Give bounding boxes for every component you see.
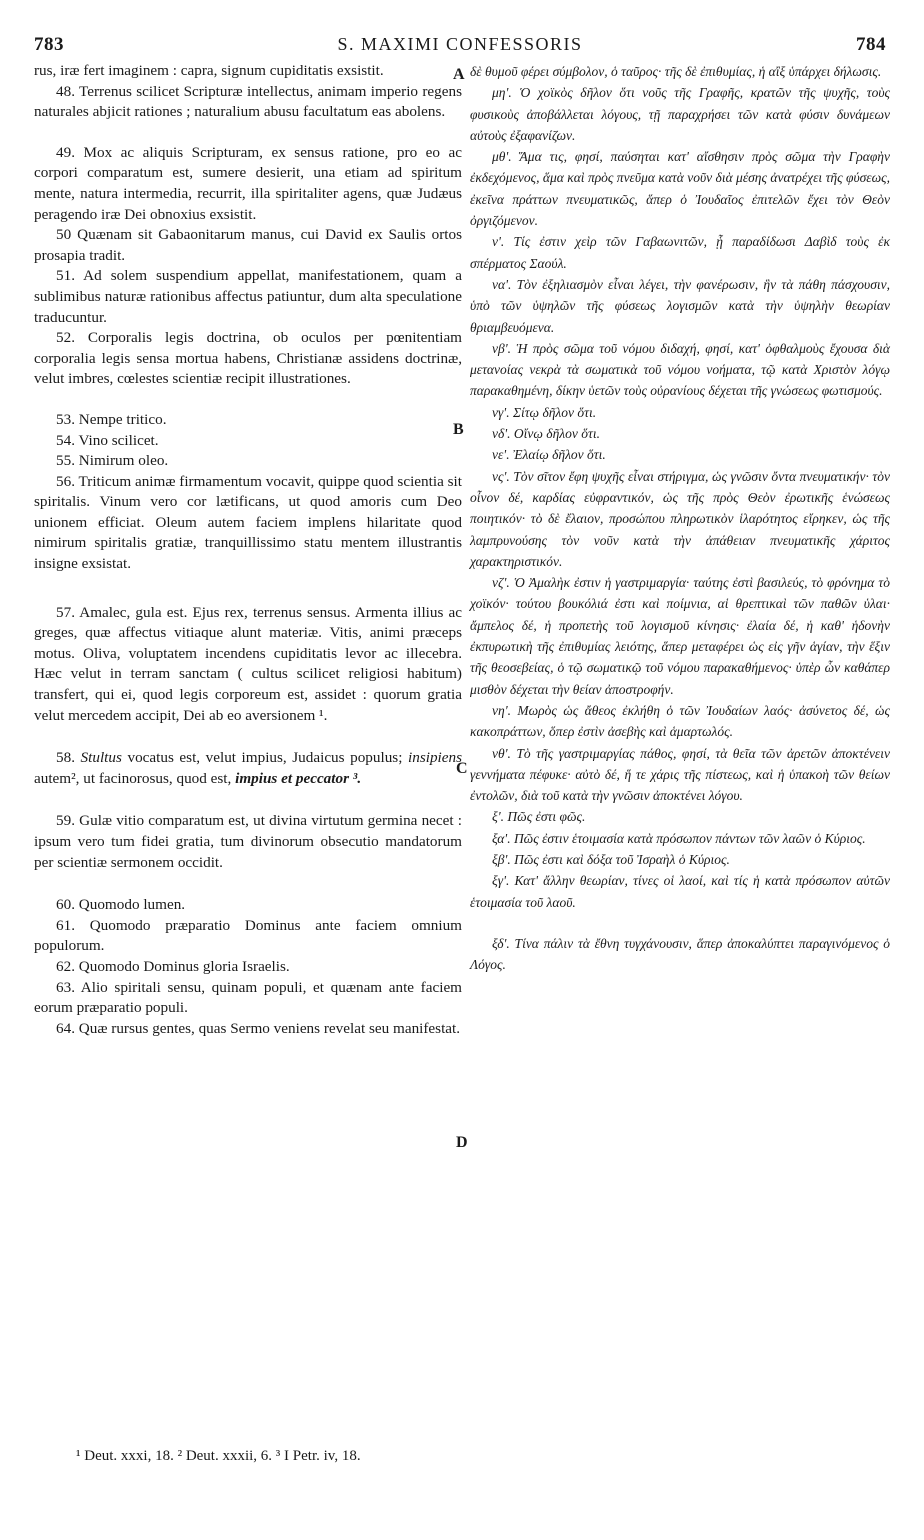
greek-italic: ἀσεβὴς καὶ ἁμαρτωλός. <box>607 724 733 740</box>
latin-paragraph <box>34 748 462 789</box>
latin-column <box>34 61 462 1039</box>
greek-paragraph: μη'. Ὁ χοϊκὸς δῆλον ὅτι νοῦς τῆς Γραφῆς, κρατῶν τῆς ψυχῆς, τοὺς φυσικοὺς ἀποβάλλεται λόγους, τῇ παραχρήσει τῶν κατὰ φύσιν δυνάμεων αὐτοὺς ἐξαφανίζων. <box>470 85 890 143</box>
latin-italic: impius et peccator ³. <box>235 769 362 787</box>
latin-paragraph: 56. Triticum animæ firmamentum vocavit, quippe quod scientia sit spiritalis. Vinum vero cor lætificans, ut quod amoris cum Deo unionem efficiat. Oleum autem faciem implens hilaritate quod nimirum spiritalis gratiæ, tranquillissimo statu mentem illustrantis insigne exsistat. <box>34 472 462 573</box>
greek-paragraph: ξα'. Πῶς ἐστιν ἑτοιμασία κατὰ πρόσωπον πάντων τῶν λαῶν ὁ Κύριος. <box>492 830 866 846</box>
greek-paragraph: να'. Τὸν ἐξηλιασμὸν εἶναι λέγει, τὴν φανέρωσιν, ἣν τὰ πάθη πάσχουσιν, ὑπὸ τῶν ὑψηλῶν τῆς φύσεως λογισμῶν κατὰ τὴν ὑψηλὴν θεωρίαν θριαμβευόμενα. <box>470 276 890 335</box>
latin-paragraph: 48. Terrenus scilicet Scripturæ intellectus, animam imperio regens naturales abjicit rationes ; naturalium abusu facultatum eas abolens. <box>34 82 462 121</box>
greek-text: ὡς ἄθεος ἐκλήθη ὁ τῶν Ἰουδαίων λαός· <box>563 702 793 718</box>
greek-number: νη'. <box>492 702 511 718</box>
greek-column <box>470 61 890 975</box>
greek-paragraph: νγ'. Σίτῳ δῆλον ὅτι. <box>492 404 597 420</box>
latin-paragraph: rus, iræ fert imaginem : capra, signum cupiditatis exsistit. <box>34 62 384 79</box>
page-number-left: 783 <box>34 34 64 55</box>
greek-paragraph: νδ'. Οἴνῳ δῆλον ὅτι. <box>492 426 600 442</box>
greek-paragraph: νθ'. Τὸ τῆς γαστριμαργίας πάθος, φησί, τὰ θεῖα τῶν ἀρετῶν ἀποκτένειν γεννήματα πέφυκε· αὐτὸ δέ, ἥ τε χάρις τῆς πίστεως, καὶ ἡ ὑπακοὴ τῶν θείων ἐντολῶν, διὰ τοῦ κατὰ τὴν γνῶσιν ἀποκτένει λόγου. <box>470 745 890 804</box>
margin-letter-b: B <box>453 421 464 438</box>
footnotes: ¹ Deut. xxxi, 18. ² Deut. xxxii, 6. ³ I Petr. iv, 18. <box>76 1448 361 1464</box>
greek-paragraph: ν'. Τίς ἐστιν χεὶρ τῶν Γαβαωνιτῶν, ᾗ παραδίδωσι Δαβὶδ τοὺς ἐκ σπέρματος Σαούλ. <box>470 234 890 271</box>
latin-paragraph: 50 Quænam sit Gabaonitarum manus, cui David ex Saulis ortos prosapia tradit. <box>34 226 462 264</box>
greek-paragraph: ξγ'. Κατ' ἄλλην θεωρίαν, τίνες οἱ λαοί, καὶ τίς ἡ κατὰ πρόσωπον αὐτῶν ἑτοιμασία τοῦ λαοῦ. <box>470 873 890 910</box>
latin-paragraph: 53. Nempe tritico. <box>56 410 167 428</box>
greek-text: δέ, ὡς κακοπράττων, ὅπερ ἐστὶν <box>470 702 891 740</box>
margin-letter-d: D <box>456 1134 468 1151</box>
margin-letter-a: A <box>453 66 465 83</box>
margin-letter-c: C <box>456 760 468 777</box>
greek-paragraph: νζ'. Ὁ Ἀμαλὴκ ἐστιν ἡ γαστριμαργία· ταύτης ἐστὶ βασιλεύς, τὸ φρόνημα τὸ χοϊκόν· τούτου βουκόλιά ἐστι καὶ ποίμνια, αἱ θρεπτικαὶ τῶν παθῶν ὑλαι· ἄμπελος δέ, ἡ προπετὴς τοῦ λογισμοῦ κίνησις· ἐλαία δέ, ἡ καθ' ἡδονὴν ἐκπυρωτικὴ τῆς ἐπιθυμίας λειότης, ἅπερ μεταφέρει ὡς εἰς γῆν ἁγίαν, τὴν ἕξιν τῆς θεοσεβείας, ὁ τῷ σωματικῷ τοῦ νόμου παρακαθήμενος· ὑπὲρ ὧν καθάπερ μισθὸν δέχεται τὴν θείαν ἀποστροφήν. <box>470 575 890 697</box>
latin-paragraph: 57. Amalec, gula est. Ejus rex, terrenus sensus. Armenta illius ac greges, quæ affectus vitiaque alunt materiæ. Vitis, animi præceps motus. Oliva, voluptatem incendens cupiditatis levor ac illecebra. Hæc velut in terram sanctam ( cultus scilicet religiosi habitum) transfert, qui ei, quod legis corporeum est, assidet : quorum gratia velut mercedem accipit, Dei ab eo aversionem ¹. <box>34 603 462 724</box>
greek-italic: Μωρὸς <box>517 702 557 718</box>
greek-paragraph: ξβ'. Πῶς ἐστι καὶ δόξα τοῦ Ἰσραὴλ ὁ Κύριος. <box>492 851 730 867</box>
greek-paragraph: νε'. Ἐλαίῳ δῆλον ὅτι. <box>492 447 606 463</box>
greek-paragraph: ξ'. Πῶς ἐστι φῶς. <box>492 809 586 825</box>
latin-paragraph: 60. Quomodo lumen. <box>56 896 186 914</box>
latin-paragraph: 55. Nimirum oleo. <box>56 452 169 470</box>
greek-paragraph: νβ'. Ἡ πρὸς σῶμα τοῦ νόμου διδαχή, φησί, κατ' ὀφθαλμοὺς ἔχουσα διὰ μετανοίας νεκρὰ τὰ σωματικὰ τοῦ νόμου νοήματα, τῷ κατὰ Χριστὸν λόγῳ παρακαθημένη, δίκην ὑετῶν τοὺς οὐρανίους δέχεται τῆς γνώσεως φωτισμούς. <box>470 340 890 399</box>
latin-number: 58. <box>56 749 75 767</box>
latin-text: vocatus est, velut impius, Judaicus populus; <box>127 749 403 767</box>
latin-paragraph: 61. Quomodo præparatio Dominus ante faciem omnium populorum. <box>34 916 462 955</box>
page-number-right: 784 <box>856 34 886 55</box>
greek-italic: ἀσύνετος <box>798 702 848 718</box>
running-title: S. MAXIMI CONFESSORIS <box>337 34 583 54</box>
greek-paragraph: μθ'. Ἅμα τις, φησί, παύσηται κατ' αἴσθησιν πρὸς σῶμα τὴν Γραφὴν ἐκδεχόμενος, ἅμα καὶ πρὸς πνεῦμα κατὰ νοῦν διὰ μέσης ἀνατρέχει τῆς φύσεως, ἐκεῖνα πράττων πνευματικῶς, ἅπερ ὁ Ἰουδαῖος ἐπιτελῶν ἔχει τὸν Θεὸν ὀργιζόμενον. <box>470 149 890 229</box>
latin-paragraph: 62. Quomodo Dominus gloria Israelis. <box>56 957 290 975</box>
greek-paragraph: νς'. Τὸν σῖτον ἔφη ψυχῆς εἶναι στήριγμα, ὡς γνῶσιν ὄντα πνευματικήν· τὸν οἶνον δέ, καρδίας εὐφραντικόν, ὡς τῆς πρὸς Θεὸν ἐρωτικῆς ἑνώσεως ποιητικόν· τὸ δὲ ἔλαιον, προσώπου πληρωτικὸν ἱλαρότητος εἴρηκεν, ὡς τῆς λαμπρυνούσης τὸν νοῦν κατὰ τὴν ἀπάθειαν πνευματικῆς χάριτος χαρακτηριστικόν. <box>470 468 890 569</box>
latin-text: autem², ut facinorosus, quod est, <box>34 769 232 787</box>
latin-paragraph: 54. Vino scilicet. <box>56 431 159 449</box>
latin-paragraph: 52. Corporalis legis doctrina, ob oculos per pœnitentiam corporalia legis sensa mortua habens, Christianæ assidens doctrinæ, velut imbres, cœlestes scientiæ recipit illustrationes. <box>34 329 462 388</box>
latin-italic: Stultus <box>80 749 122 767</box>
latin-paragraph: 64. Quæ rursus gentes, quas Sermo veniens revelat seu manifestat. <box>56 1019 461 1037</box>
latin-paragraph: 49. Mox ac aliquis Scripturam, ex sensus ratione, pro eo ac corpori comparatum est, sumere desierit, una etiam ad spiritum mente, natura intermedia, recurrit, illa spiritaliter agens, quæ Judæus peragendo iræ Dei obnoxius exsistit. <box>34 143 462 223</box>
greek-paragraph <box>470 700 890 743</box>
latin-paragraph: 59. Gulæ vitio comparatum est, ut divina virtutum germina necet : ipsum vero tum fidei gratia, tum divinorum obsecutio mandatorum per scientiæ sermonem occidit. <box>34 812 462 871</box>
greek-paragraph: ξδ'. Τίνα πάλιν τὰ ἔθνη τυγχάνουσιν, ἅπερ ἀποκαλύπτει παραγινόμενος ὁ Λόγος. <box>470 935 890 973</box>
page-header <box>34 34 886 58</box>
latin-paragraph: 51. Ad solem suspendium appellat, manifestationem, quam a sublimibus naturæ rationibus affectus patiuntur, dum alta speculatione traducuntur. <box>34 267 462 326</box>
latin-paragraph: 63. Alio spiritali sensu, quinam populi, et quænam ante faciem eorum præparatio populi. <box>34 978 462 1017</box>
greek-paragraph: δὲ θυμοῦ φέρει σύμβολον, ὁ ταῦρος· τῆς δὲ ἐπιθυμίας, ἡ αἲξ ὑπάρχει δήλωσις. <box>470 64 882 79</box>
latin-italic: insipiens <box>408 749 463 767</box>
